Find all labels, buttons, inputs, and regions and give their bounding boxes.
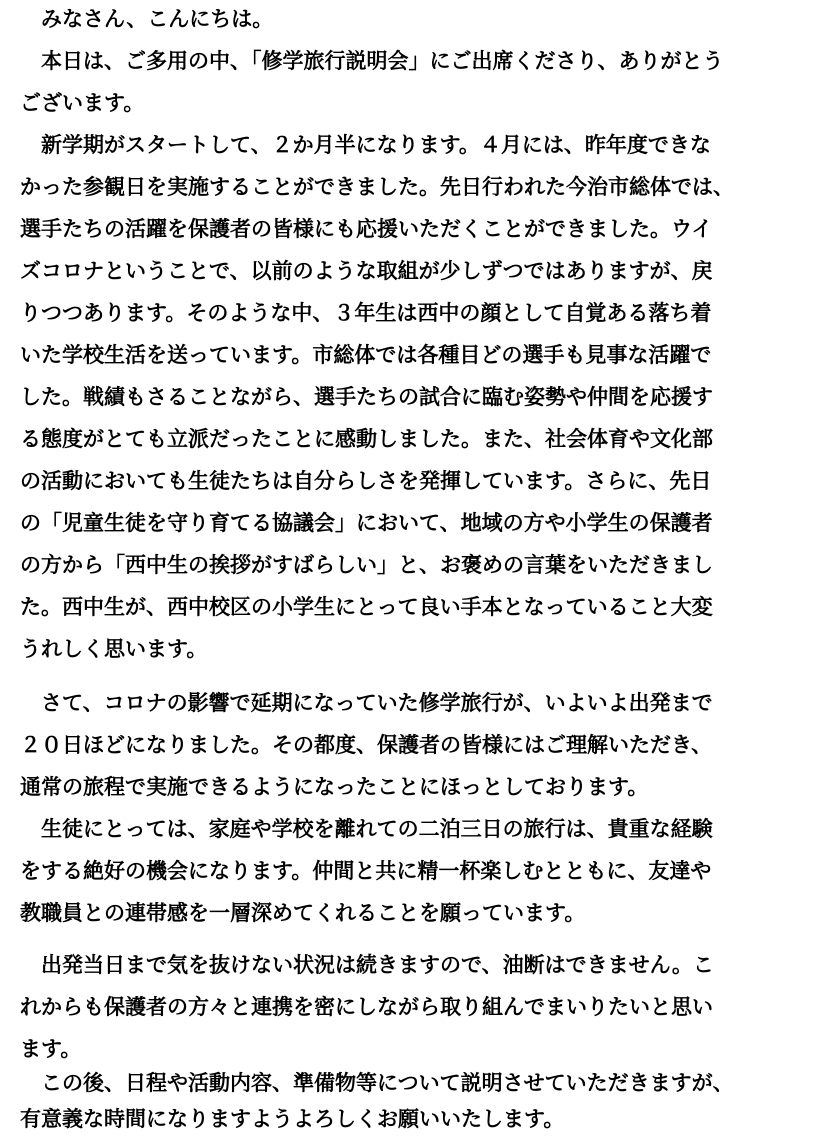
text-line: れからも保護者の方々と連携を密にしながら取り組んでまいりたいと思い (20, 995, 713, 1019)
text-line: 新学期がスタートして、２か月半になります。４月には、昨年度できな (20, 133, 711, 157)
text-line: いた学校生活を送っています。市総体では各種目どの選手も見事な活躍で (20, 343, 712, 367)
text-line: ます。 (20, 1037, 82, 1061)
text-line: の「児童生徒を守り育てる協議会」において、地域の方や小学生の保護者 (20, 511, 713, 535)
text-line: ございます。 (20, 91, 145, 115)
text-line: 選手たちの活躍を保護者の皆様にも応援いただくことができました。ウイ (20, 217, 713, 241)
text-line: りつつあります。そのような中、３年生は西中の顔として自覚ある落ち着 (20, 301, 712, 325)
text-line: 出発当日まで気を抜けない状況は続きますので、油断はできません。こ (20, 953, 714, 977)
text-line: をする絶好の機会になります。仲間と共に精一杯楽しむとともに、友達や (20, 859, 712, 883)
text-line: 教職員との連帯感を一層深めてくれることを願っています。 (20, 901, 586, 925)
text-line: みなさん、こんにちは。 (20, 7, 274, 31)
text-line: 有意義な時間になりますようよろしくお願いいたします。 (20, 1107, 565, 1131)
text-line: 本日は、ご多用の中、「修学旅行説明会」にご出席くださり、ありがとう (20, 49, 724, 73)
text-line: ２０日ほどになりました。その都度、保護者の皆様にはご理解いただき、 (20, 733, 713, 757)
text-line: うれしく思います。 (20, 637, 208, 661)
text-line: さて、コロナの影響で延期になっていた修学旅行が、いよいよ出発まで (20, 691, 713, 715)
text-line: の方から「西中生の挨拶がすばらしい」と、お褒めの言葉をいただきまし (20, 553, 713, 577)
text-line: る態度がとても立派だったことに感動しました。また、社会体育や文化部 (20, 427, 713, 451)
text-line: 生徒にとっては、家庭や学校を離れての二泊三日の旅行は、貴重な経験 (20, 817, 713, 841)
text-line: ズコロナということで、以前のような取組が少しずつではありますが、戻 (20, 259, 713, 283)
text-line: の活動においても生徒たちは自分らしさを発揮しています。さらに、先日 (20, 469, 712, 493)
text-line: この後、日程や活動内容、準備物等について説明させていただきますが、 (20, 1071, 734, 1095)
text-line: た。西中生が、西中校区の小学生にとって良い手本となっていること大変 (20, 595, 713, 619)
text-line: 通常の旅程で実施できるようになったことにほっとしております。 (20, 775, 649, 799)
text-line: かった参観日を実施することができました。先日行われた今治市総体では、 (20, 175, 734, 199)
text-line: した。戦績もさることながら、選手たちの試合に臨む姿勢や仲間を応援す (20, 385, 713, 409)
